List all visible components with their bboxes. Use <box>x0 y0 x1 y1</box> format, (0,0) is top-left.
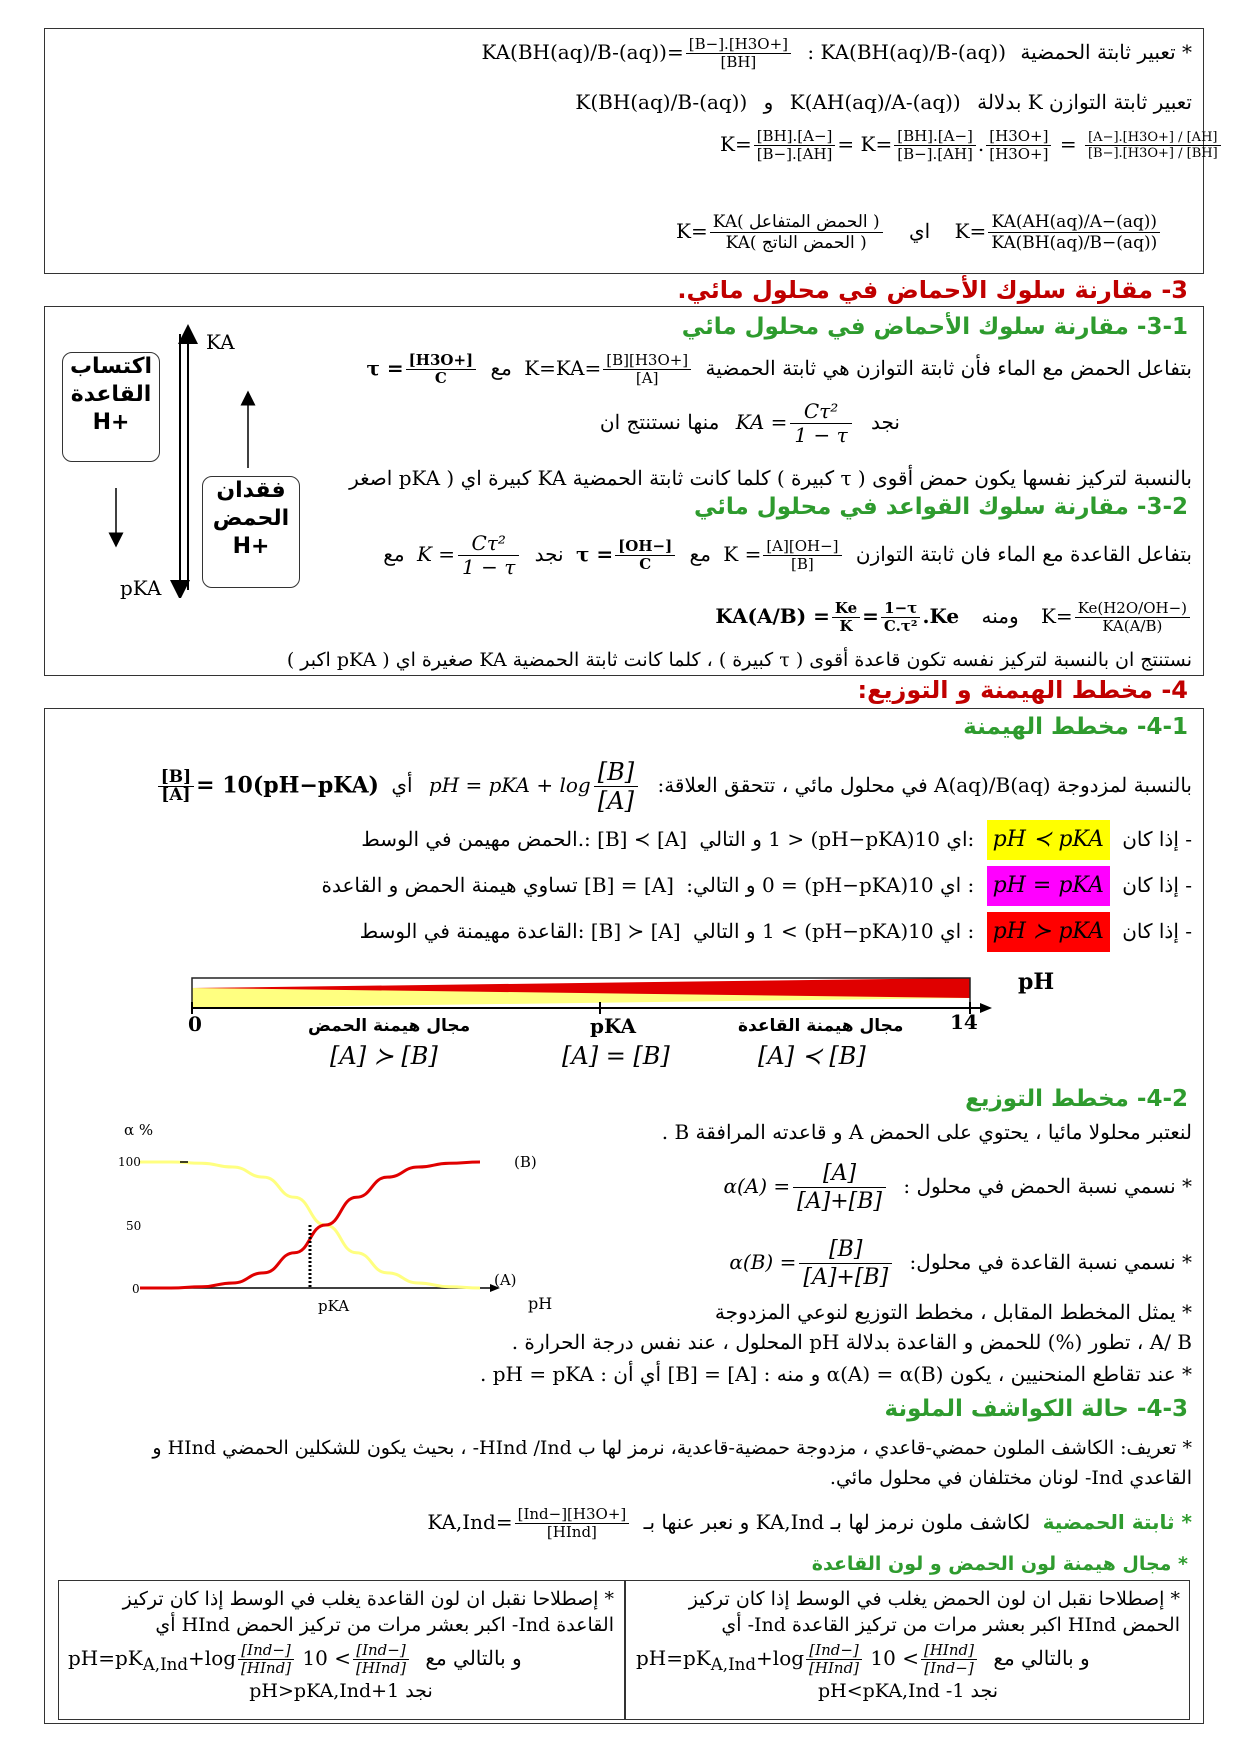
base-color-cell: * إصطلاحا نقبل ان لون القاعدة يغلب في الوسط إذا كان تركيز القاعدة Ind- اكبر بعشر مرات من تركيز الحمض HInd أي $pH=pK_{A,Ind}+\log$ $\frac{\text{[Ind−]}}{\text{[HInd]}}$ و بالتالي مع $\frac{\text{[Ind−]}}{\text{[HInd]}}$ > 10 نجد pH>pKA,Ind+1 <box>68 1588 614 1702</box>
dominance-diagram <box>180 970 1080 1020</box>
chart-xtick-pka: pKA <box>318 1297 350 1315</box>
indicator-definition-1: * تعريف: الكاشف الملون حمضي-قاعدي ، مزدوجة حمضية-قاعدية، نرمز لها ب HInd /Ind- ، بحيث يكون للشكلين الحمضي HInd و <box>152 1437 1192 1459</box>
ka-tau-line: نجد KA = $\frac{\text{Cτ²}}{1 - \tau}$ منها نستنتج ان <box>599 399 900 447</box>
chart-ytick-50: 50 <box>126 1219 142 1233</box>
ka-fraction: $\frac{[B-].[H3O+]}{[BH]}$ <box>686 36 791 71</box>
case-acid-dominant: - إذا كان pH ≺ pKA :اي 10(pH−pKA) < 1 و التالي [A] ≻ [B] :.الحمض مهيمن في الوسط <box>361 820 1192 860</box>
series-a-label: (A) <box>494 1271 517 1289</box>
cond-ph-gt-pka: pH ≻ pKA <box>987 912 1110 952</box>
dominance-axis-14: 14 <box>950 1010 978 1034</box>
section3-1-title: 3-1- مقارنة سلوك الأحماض في محلول مائي <box>681 314 1188 340</box>
dominance-axis-ph: pH <box>1018 969 1055 995</box>
ka-base-line: K= $\frac{Ke(H2O/OH-)}{KA(A/B)}$ ومنه KA(A/B) = $\frac{Ke}{K}$ = $\frac{1-\tau}{\text{C.τ²}}$ .Ke <box>715 600 1192 635</box>
section4-3-title: 4-3- حالة الكواشف الملونة <box>884 1396 1188 1422</box>
k-ratio-line: K= $\frac{\text{KA( الحمض المتفاعل )}}{\text{KA( الحمض الناتج )}}$ اي K= $\frac{KA(AH(aq)/A-(aq))}{KA(BH(aq)/B-(aq))}$ <box>676 212 1162 253</box>
acid-color-cell: * إصطلاحا نقبل ان لون الحمض يغلب في الوسط إذا كان تركيز الحمض HInd اكبر بعشر مرات من تركيز القاعدة Ind- أي $pH=pK_{A,Ind}+\log$ $\frac{\text{[Ind−]}}{\text{[HInd]}}$ و بالتالي مع $\frac{\text{[HInd]}}{\text{[Ind−]}}$ > 10 نجد pH<pKA,Ind -1 <box>636 1588 1180 1702</box>
base-gain-box: اكتساب القاعدة H+ <box>62 352 160 462</box>
acid-reaction-line: بتفاعل الحمض مع الماء فأن ثابتة التوازن هي ثابتة الحمضية K=KA= $\frac{[B][H3O+]}{[A]}$ مع τ = $\frac{[H3O+]}{C}$ <box>366 351 1192 387</box>
alpha-a-line: * نسمي نسبة الحمض في محلول : α(A) = $\frac{[A]}{[A]+[B]}$ <box>723 1161 1192 1214</box>
chart-xlabel: pH <box>528 1294 553 1313</box>
indicator-domain-title: * مجال هيمنة لون الحمض و لون القاعدة <box>811 1553 1188 1575</box>
section4-1-title: 4-1- مخطط الهيمنة <box>963 714 1188 740</box>
acid-loss-box: فقدان الحمض H+ <box>202 476 300 588</box>
k-derivation-line: K= $\frac{[BH].[A-]}{[B-].[AH]}$ = K= $\frac{[BH].[A-]}{[B-].[AH]}$ . $\frac{[H3O+]}{[H3O+]}$ = $\frac{[A-].[H3O+] / [AH]}{[B-].[H3O+] / [BH]}$ <box>720 128 1223 163</box>
section3-2-title: 3-2- مقارنة سلوك القواعد في محلول مائي <box>694 494 1188 520</box>
distribution-intro: لنعتبر محلولا مائيا ، يحتوي على الحمض A و قاعدته المرافقة B . <box>661 1120 1192 1144</box>
dominance-axis-pka: pKA <box>590 1014 637 1038</box>
indicator-definition-2: القاعدي Ind- لونان مختلفان في محلول مائي. <box>829 1467 1192 1489</box>
acid-zone-relation: [A] ≻ [B] <box>330 1042 438 1070</box>
chart-ytick-0: 0 <box>132 1282 140 1296</box>
distribution-text-2: A/ B ، تطور (%) للحمض و القاعدة بدلالة pH المحلول ، عند نفس درجة الحرارة . <box>511 1330 1192 1354</box>
case-equal: - إذا كان pH = pKA : اي 10(pH−pKA) = 0 و التالي: [A] = [B] تساوي هيمنة الحمض و القاعدة <box>322 866 1193 906</box>
indicator-ka-line: * ثابتة الحمضية لكاشف ملون نرمز لها بـ KA,Ind و نعبر عنها بـ KA,Ind= $\frac{\text{[Ind−][H3O+]}}{\text{[HInd]}}$ <box>427 1505 1192 1541</box>
dominance-axis-0: 0 <box>188 1012 202 1036</box>
case-base-dominant: - إذا كان pH ≻ pKA : اي 10(pH−pKA) > 1 و التالي [A] ≺ [B] :القاعدة مهيمنة في الوسط <box>360 912 1192 952</box>
base-strength-conclusion: نستنتج ان بالنسبة لتركيز نفسه تكون قاعدة أقوى ( τ كبيرة ) ، كلما كانت ثابتة الحمضية KA صغيرة اي ( pKA اكبر ) <box>286 649 1192 671</box>
cond-ph-lt-pka: pH ≺ pKA <box>987 820 1110 860</box>
section4-title: 4- مخطط الهيمنة و التوزيع: <box>857 676 1188 704</box>
ka-axis-label: KA <box>206 330 235 354</box>
base-reaction-line: بتفاعل القاعدة مع الماء فان ثابتة التوازن K = $\frac{[A][OH-]}{[B]}$ مع τ = $\frac{[OH-]}{C}$ نجد K = $\frac{\text{Cτ²}}{1 - \tau}$ مع <box>383 531 1192 579</box>
section3-title: 3- مقارنة سلوك الأحماض في محلول مائي. <box>677 276 1188 304</box>
chart-ytick-100: 100 <box>118 1155 141 1169</box>
alpha-b-line: * نسمي نسبة القاعدة في محلول: α(B) = $\frac{[B]}{[A]+[B]}$ <box>729 1237 1192 1290</box>
base-zone-label: مجال هيمنة القاعدة <box>738 1016 904 1036</box>
distribution-text-1: * يمثل المخطط المقابل ، مخطط التوزيع لنوعي المزدوجة <box>714 1300 1192 1324</box>
cond-ph-eq-pka: pH = pKA <box>987 866 1110 906</box>
chart-ylabel: α % <box>124 1121 154 1139</box>
acid-strength-conclusion: بالنسبة لتركيز نفسها يكون حمض أقوى ( τ كبيرة ) كلما كانت ثابتة الحمضية KA كبيرة اي ( pKA اصغر <box>349 466 1192 490</box>
series-b-label: (B) <box>514 1153 537 1171</box>
henderson-line: بالنسبة لمزدوجة A(aq)/B(aq) في محلول مائي ، تتحقق العلاقة: pH = pKA + log $\frac{[B]}{[A]}$ أي $\frac{[B]}{[A]}$ = 10(pH−pKA) <box>150 758 1192 815</box>
pka-axis-label: pKA <box>120 576 162 600</box>
acidity-constant-line: * تعبير ثابتة الحمضية KA(BH(aq)/B-(aq)) : KA(BH(aq)/B-(aq))= $\frac{[B-].[H3O+]}{[BH]}$ <box>481 35 1192 71</box>
acid-zone-label: مجال هيمنة الحمض <box>308 1016 471 1036</box>
equal-relation: [A] = [B] <box>562 1042 670 1070</box>
equilibrium-constant-line: تعبير ثابتة التوازن K بدلالة K(AH(aq)/A-(aq)) و K(BH(aq)/B-(aq)) <box>575 90 1192 114</box>
section4-2-title: 4-2- مخطط التوزيع <box>965 1086 1188 1112</box>
distribution-text-3: * عند تقاطع المنحنيين ، يكون α(A) = α(B) و منه : [A] = [B] أي أن : pH = pKA . <box>480 1362 1192 1386</box>
base-zone-relation: [A] ≺ [B] <box>758 1042 866 1070</box>
